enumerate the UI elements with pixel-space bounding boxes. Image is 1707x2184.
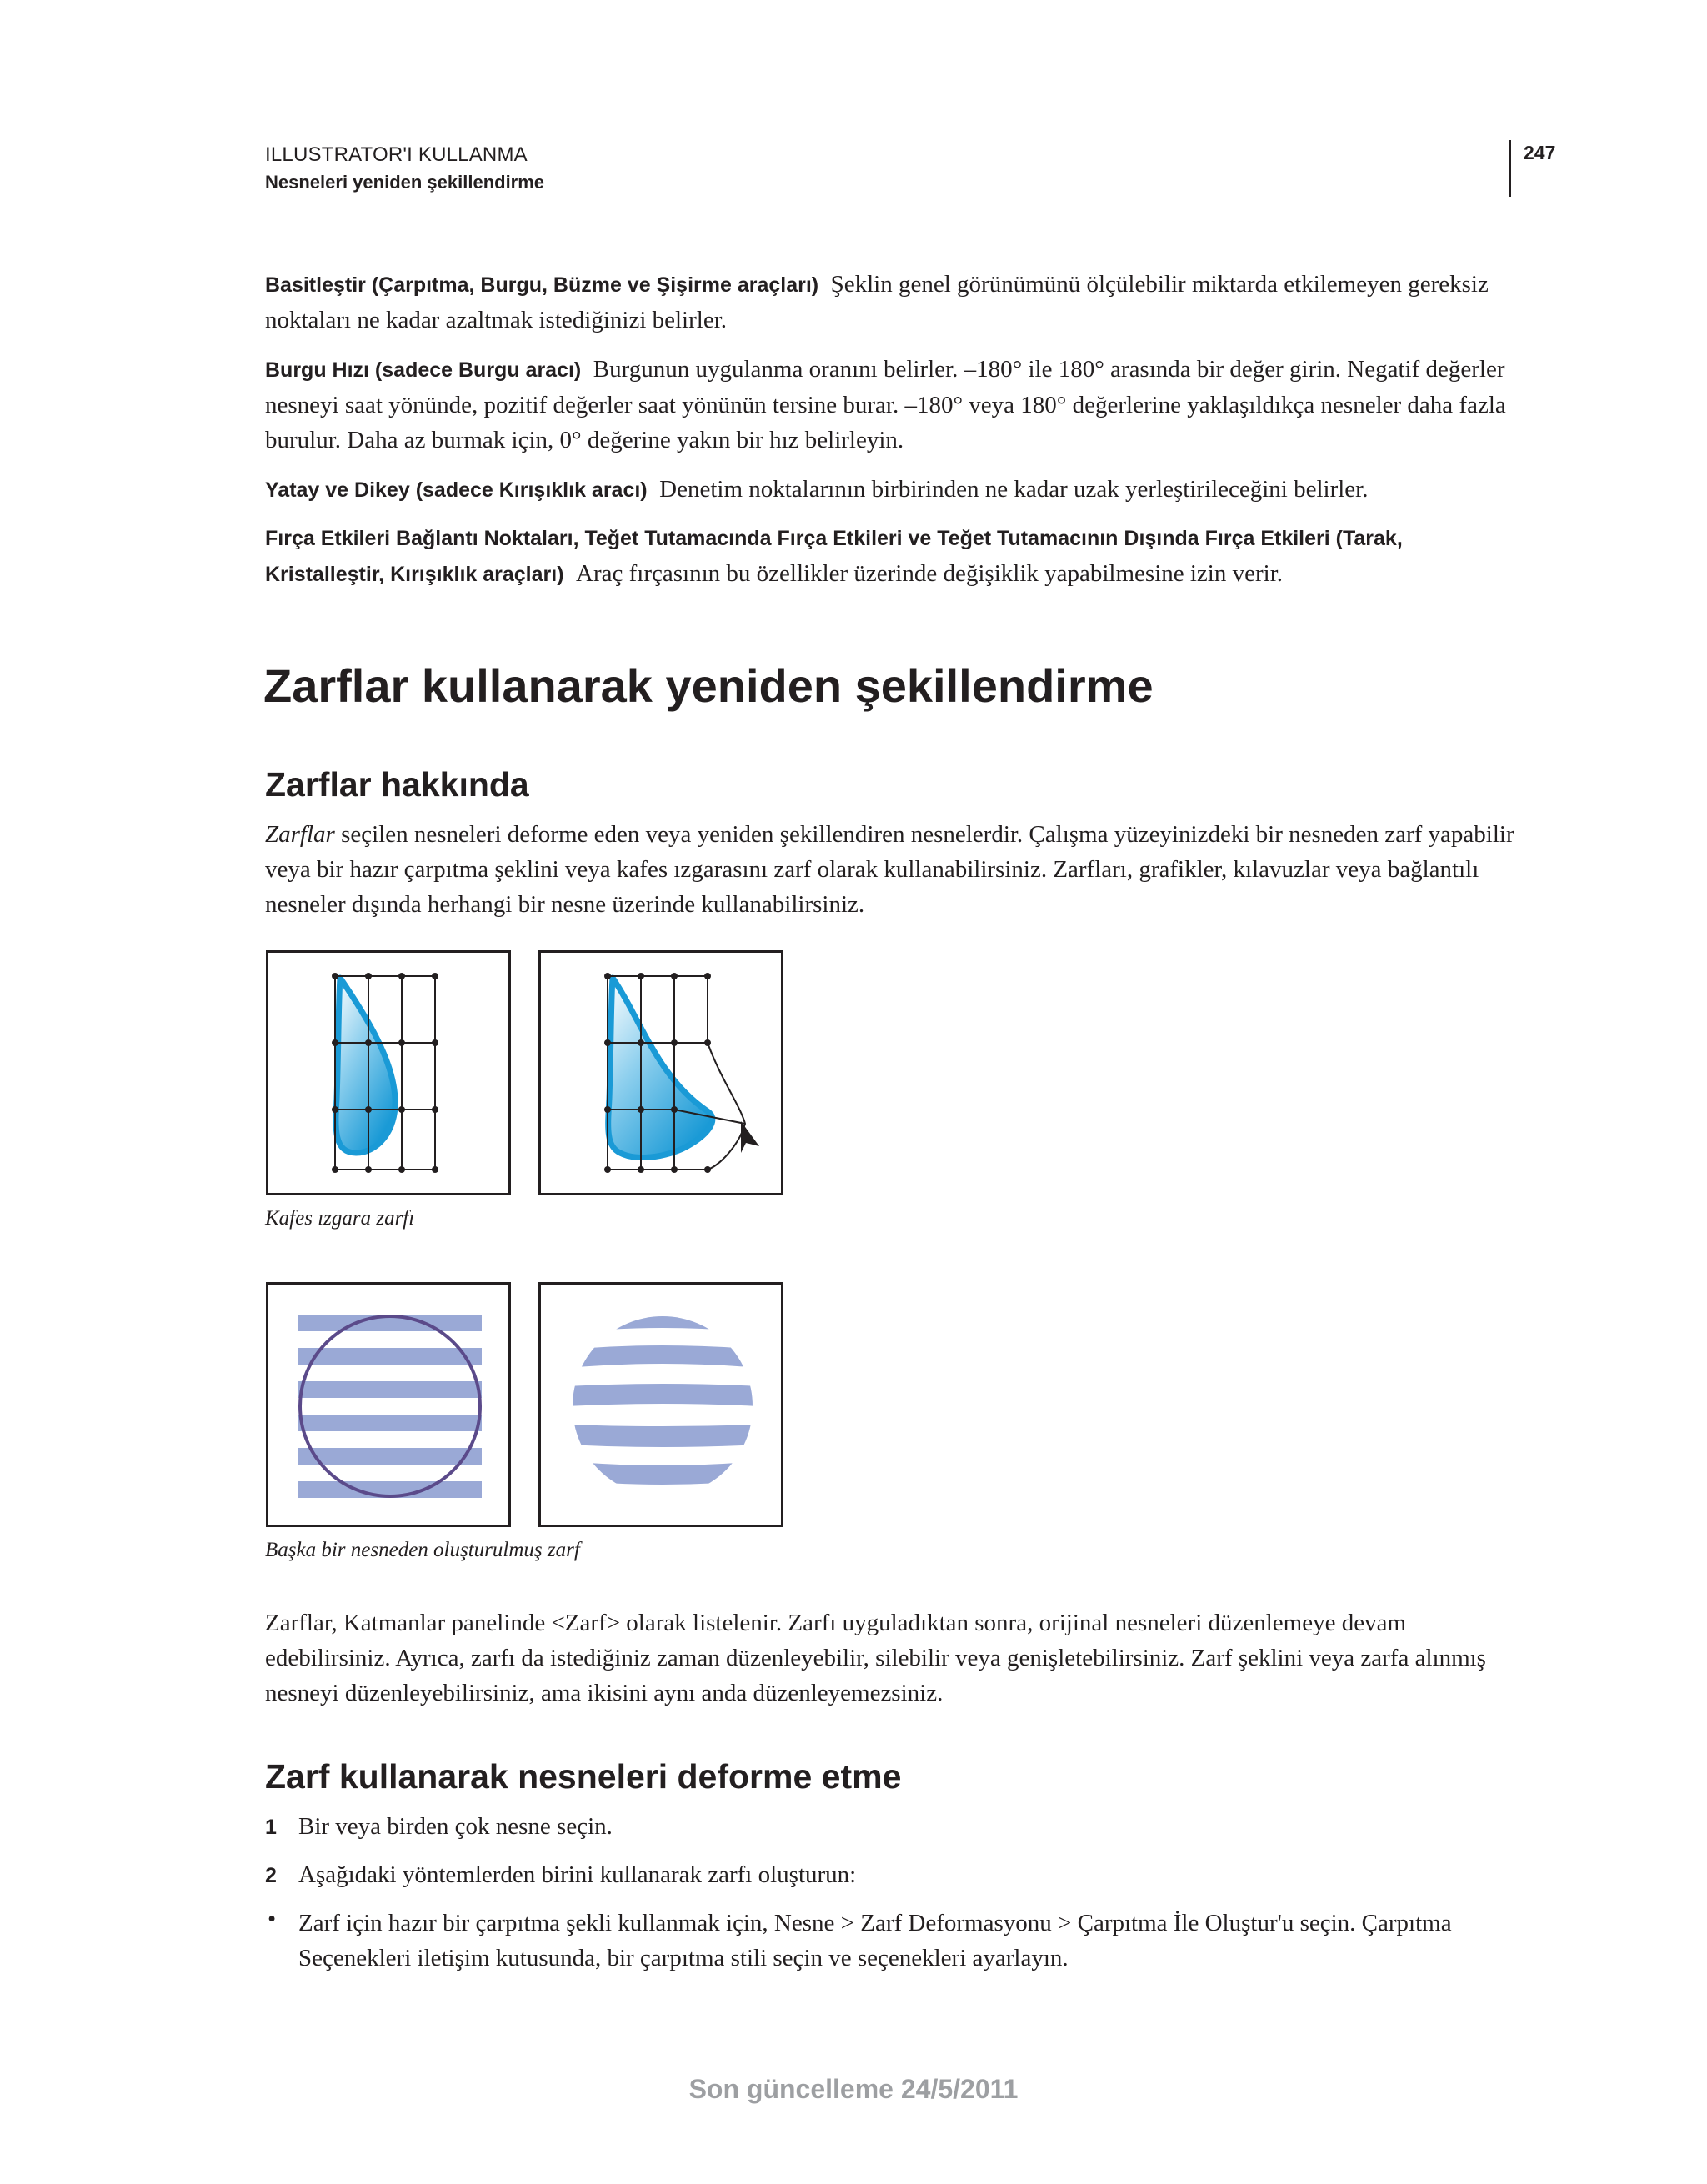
intro-term: Zarflar [265,821,335,848]
drop-shape-deformed [608,978,713,1157]
bullet-text: Zarf için hazır bir çarpıtma şekli kullanmak için, Nesne > Zarf Deformasyonu > Çarpıtma İle Oluştur'u seçin. Çarpıtma Seçenekleri iletişim kutusunda, bir çarpıtma stili seçin ve seçenekleri ayarlayın. [298,1910,1452,1971]
object-envelope-before-figure [266,1282,511,1527]
option-twirl-rate [265,352,1515,458]
option-horizontal-vertical [265,472,1515,508]
option-simplify [265,267,1515,338]
page-number: 247 [1524,142,1556,163]
deform-heading: Zarf kullanarak nesneleri deforme etme [265,1757,902,1796]
running-header-subtitle: Nesneleri yeniden şekillendirme [265,172,545,193]
option-brush-affects [265,520,1515,592]
section-heading: Zarflar kullanarak yeniden şekillendirme [263,659,1154,712]
option-term: Basitleştir (Çarpıtma, Burgu, Büzme ve Şişirme araçları) [265,273,819,297]
mesh-envelope-after-figure [538,950,783,1195]
warped-stripes [566,1313,759,1519]
about-heading: Zarflar hakkında [265,765,529,804]
bullet-icon: • [268,1906,277,1932]
step-text: Bir veya birden çok nesne seçin. [298,1813,613,1840]
running-header-title: ILLUSTRATOR'I KULLANMA [265,143,528,166]
option-description: Denetim noktalarının birbirinden ne kadar uzak yerleştirileceğini belirler. [659,476,1369,503]
step-number: 1 [265,1816,277,1839]
header-divider [1509,140,1511,197]
cursor-arrow-icon [741,1121,759,1153]
caption-mesh-envelope: Kafes ızgara zarfı [265,1207,415,1230]
option-term: Burgu Hızı (sadece Burgu aracı) [265,358,582,382]
option-term: Yatay ve Dikey (sadece Kırışıklık aracı) [265,478,648,502]
option-description: Şeklin genel görünümünü ölçülebilir miktarda etkilemeyen gereksiz noktaları ne kadar azaltmak istediğinizi belirler. [265,271,1489,333]
step-text: Aşağıdaki yöntemlerden birini kullanarak zarfı oluşturun: [298,1861,857,1888]
step-number: 2 [265,1864,277,1887]
option-description: Araç fırçasının bu özellikler üzerinde değişiklik yapabilmesine izin verir. [576,560,1283,587]
option-term: Fırça Etkileri Bağlantı Noktaları, Teğet Tutamacında Fırça Etkileri ve Teğet Tutamacının Dışında Fırça Etkileri (Tarak, Kristalleştir, Kırışıklık araçları) [265,527,1403,586]
about-intro [265,817,1515,922]
caption-object-envelope: Başka bir nesneden oluşturulmuş zarf [265,1539,580,1561]
drop-shape [336,978,395,1153]
object-envelope-after-figure [538,1282,783,1527]
footer-last-updated: Son güncelleme 24/5/2011 [688,2074,1019,2104]
intro-rest: seçilen nesneleri deforme eden veya yeniden şekillendiren nesnelerdir. Çalışma yüzeyinizdeki bir nesneden zarf yapabilir veya bir hazır çarpıtma şeklini veya kafes ızgarasını zarf olarak kullanabilirsiniz. Zarfları, grafikler, kılavuzlar veya bağlantılı nesneler dışında herhangi bir nesne üzerinde kullanabilirsiniz. [265,821,1514,918]
option-description: Burgunun uygulanma oranını belirler. –180° ile 180° arasında bir değer girin. Negatif değerler nesneyi saat yönünde, pozitif değerler saat yönünün tersine burar. –180° veya 180° değerlerine yaklaşıldıkça nesneler daha fazla burulur. Daha az burmak için, 0° değerine yakın bir hız belirleyin. [265,356,1506,453]
envelope-circle [300,1316,480,1496]
layers-paragraph: Zarflar, Katmanlar panelinde <Zarf> olarak listelenir. Zarfı uyguladıktan sonra, orijinal nesneleri düzenlemeye devam edebilirsiniz. Ayrıca, zarfı da istediğiniz zaman düzenleyebilir, silebilir veya genişletebilirsiniz. Zarf şeklini veya zarfa alınmış nesneyi düzenleyebilirsiniz, ama ikisini aynı anda düzenleyemezsiniz. [265,1610,1486,1706]
mesh-envelope-before-figure [266,950,511,1195]
